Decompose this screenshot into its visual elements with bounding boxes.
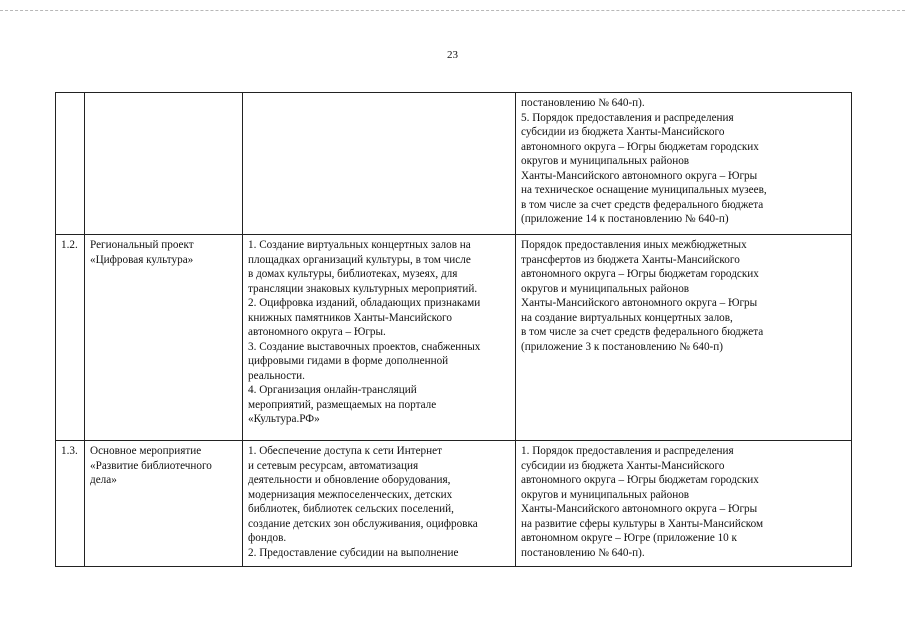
- document-line: округов и муниципальных районов: [521, 155, 690, 167]
- document-line: в том числе за счет средств федерального бюджета: [521, 198, 764, 211]
- document-line: округов и муниципальных районов: [521, 488, 690, 501]
- activity-line: 4. Организация онлайн-трансляций: [248, 384, 417, 396]
- row-number-cell: [56, 235, 85, 441]
- document-line: Ханты-Мансийского автономного округа – Югры: [521, 169, 758, 182]
- document-line: автономном округе – Югре (приложение 10 к: [521, 532, 737, 544]
- event-name-line: «Развитие библиотечного: [90, 459, 212, 472]
- table-row: [56, 93, 852, 235]
- document-line: автономного округа – Югры бюджетам городских: [521, 474, 759, 486]
- activity-line: 3. Создание выставочных проектов, снабженных: [248, 340, 481, 353]
- event-name-line: «Цифровая культура»: [90, 253, 194, 266]
- activity-line: деятельности и обновление оборудования,: [248, 474, 451, 486]
- document-line: Ханты-Мансийского автономного округа – Югры: [521, 297, 758, 309]
- document-line: постановлению № 640-п).: [521, 546, 645, 559]
- document-line: (приложение 3 к постановлению № 640-п): [521, 340, 723, 353]
- activity-line: книжных памятников Ханты-Мансийского: [248, 311, 452, 324]
- activity-line: автономного округа – Югры.: [248, 326, 386, 338]
- activity-line: «Культура.РФ»: [248, 413, 320, 425]
- document-line: Порядок предоставления иных межбюджетных: [521, 239, 747, 251]
- document-line: субсидии из бюджета Ханты-Мансийского: [521, 459, 725, 472]
- scan-edge-line: [0, 10, 905, 12]
- table-row: [56, 235, 852, 441]
- document-line: округов и муниципальных районов: [521, 282, 690, 295]
- event-name-cell: [85, 235, 243, 441]
- document-line: постановлению № 640-п).: [521, 97, 645, 109]
- activity-line: 2. Оцифровка изданий, обладающих признаками: [248, 297, 481, 309]
- program-table: [55, 92, 852, 567]
- activity-line: 2. Предоставление субсидии на выполнение: [248, 546, 459, 559]
- activity-line: мероприятий, размещаемых на портале: [248, 398, 437, 411]
- event-name-line: Региональный проект: [90, 239, 194, 251]
- activity-line: трансляции знаковых культурных мероприятий.: [248, 282, 478, 295]
- documents-cell: [516, 93, 852, 235]
- documents-cell: [516, 235, 852, 441]
- activities-cell: [243, 235, 516, 441]
- document-line: в том числе за счет средств федерального бюджета: [521, 326, 764, 338]
- event-name-cell: [85, 93, 243, 235]
- document-line: автономного округа – Югры бюджетам городских: [521, 268, 759, 280]
- activities-cell: [243, 93, 516, 235]
- document-line: на техническое оснащение муниципальных музеев,: [521, 184, 767, 196]
- page-number: 23: [447, 49, 458, 61]
- activity-line: библиотек, библиотек сельских поселений,: [248, 503, 454, 515]
- document-line: 5. Порядок предоставления и распределения: [521, 111, 734, 124]
- row-number: 1.2.: [61, 239, 78, 251]
- activity-line: модернизация межпоселенческих, детских: [248, 488, 453, 501]
- event-name-line: Основное мероприятие: [90, 445, 202, 457]
- table-row: [56, 441, 852, 567]
- document-line: Ханты-Мансийского автономного округа – Югры: [521, 503, 758, 515]
- row-number: 1.3.: [61, 445, 78, 457]
- activity-line: создание детских зон обслуживания, оцифровка: [248, 517, 478, 530]
- activity-line: в домах культуры, библиотеках, музеях, для: [248, 268, 458, 280]
- event-name-line: дела»: [90, 474, 117, 486]
- activity-line: фондов.: [248, 532, 287, 544]
- row-number-cell: [56, 93, 85, 235]
- activity-line: цифровыми гидами в форме дополненной: [248, 355, 449, 367]
- document-line: 1. Порядок предоставления и распределения: [521, 445, 734, 457]
- document-line: на создание виртуальных концертных залов,: [521, 311, 733, 324]
- activity-line: и сетевым ресурсам, автоматизация: [248, 459, 419, 472]
- document-line: автономного округа – Югры бюджетам городских: [521, 140, 759, 153]
- activity-line: 1. Обеспечение доступа к сети Интернет: [248, 445, 442, 457]
- document-line: трансфертов из бюджета Ханты-Мансийского: [521, 253, 740, 266]
- event-name-cell: [85, 441, 243, 567]
- activities-cell: [243, 441, 516, 567]
- document-line: на развитие сферы культуры в Ханты-Мансийском: [521, 517, 764, 530]
- document-line: (приложение 14 к постановлению № 640-п): [521, 213, 729, 225]
- documents-cell: [516, 441, 852, 567]
- activity-line: площадках организаций культуры, в том числе: [248, 253, 471, 266]
- row-number-cell: [56, 441, 85, 567]
- document-line: субсидии из бюджета Ханты-Мансийского: [521, 126, 725, 138]
- activity-line: 1. Создание виртуальных концертных залов на: [248, 239, 471, 251]
- activity-line: реальности.: [248, 369, 305, 382]
